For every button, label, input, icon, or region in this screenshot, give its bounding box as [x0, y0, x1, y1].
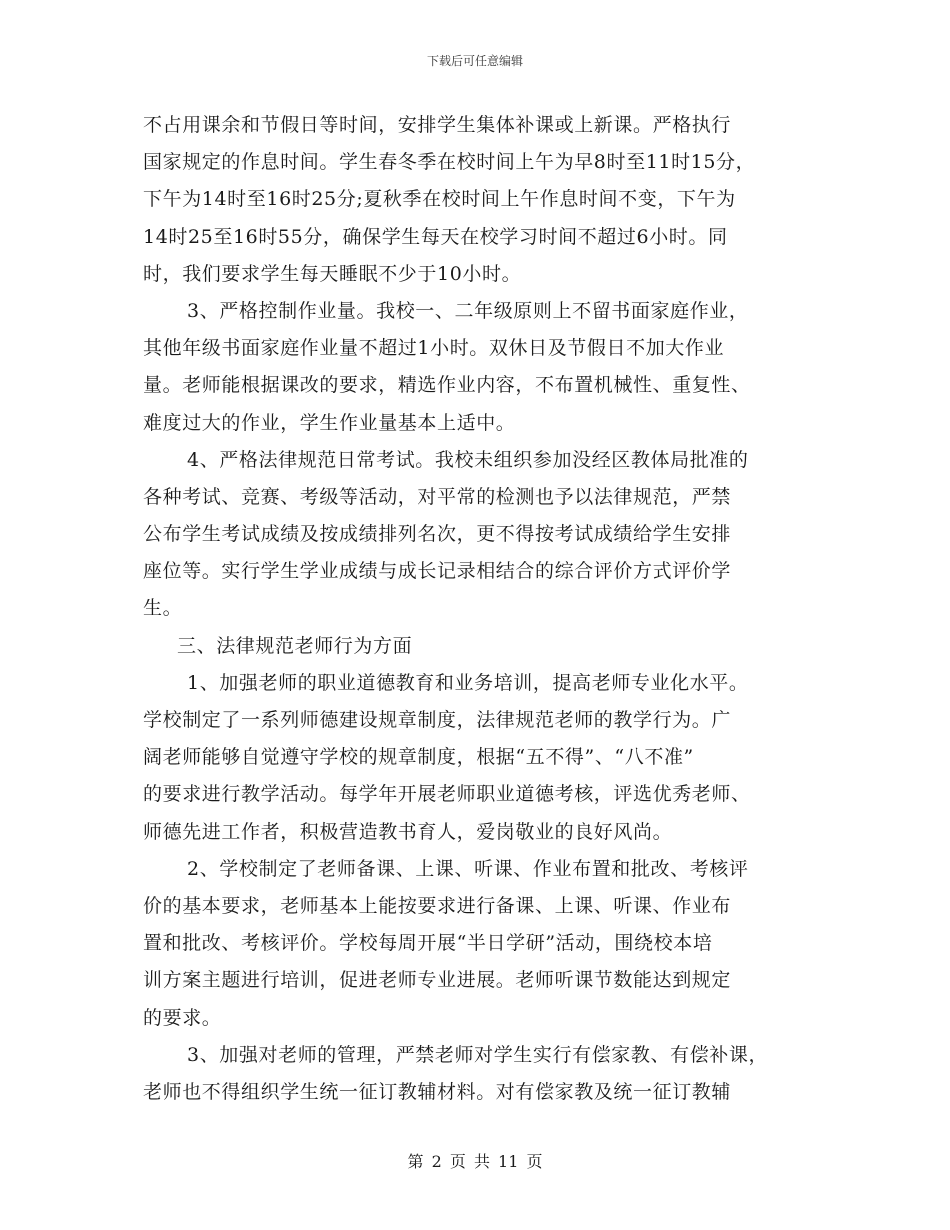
- text-line: 量。老师能根据课改的要求，精选作业内容，不布置机械性、重复性、: [143, 374, 751, 397]
- text-line: 不占用课余和节假日等时间，安排学生集体补课或上新课。严格执行: [143, 114, 732, 136]
- text-line: 时，我们要求学生每天睡眠不少于10小时。: [143, 262, 522, 285]
- page-header: 下载后可任意编辑: [426, 54, 523, 68]
- text-line: 价的基本要求，老师基本上能按要求进行备课、上课、听课、作业布: [143, 894, 732, 917]
- text-line: 阔老师能够自觉遵守学校的规章制度，根据“五不得”、“八不准”: [143, 746, 694, 769]
- text-line: 公布学生考试成绩及按成绩排列名次，更不得按考试成绩给学生安排: [143, 523, 732, 546]
- text-line: 下午为14时至16时25分;夏秋季在校时间上午作息时间不变，下午为: [143, 188, 736, 211]
- page-number: 第 2 页 共 11 页: [407, 1152, 543, 1171]
- text-line: 难度过大的作业，学生作业量基本上适中。: [143, 411, 516, 434]
- text-line: 国家规定的作息时间。学生春冬季在校时间上午为早8时至11时15分，: [143, 151, 756, 174]
- document-body: [143, 107, 813, 1111]
- text-line: 训方案主题进行培训，促进老师专业进展。老师听课节数能达到规定: [143, 969, 732, 992]
- text-line: 14时25至16时55分，确保学生每天在校学习时间不超过6小时。同: [143, 225, 728, 248]
- text-line: 2、学校制定了老师备课、上课、听课、作业布置和批改、考核评: [187, 857, 749, 880]
- section-heading: 三、法律规范老师行为方面: [177, 634, 413, 657]
- text-line: 3、严格控制作业量。我校一、二年级原则上不留书面家庭作业，: [187, 299, 749, 322]
- text-line: 1、加强老师的职业道德教育和业务培训，提高老师专业化水平。: [187, 671, 749, 694]
- text-line: 座位等。实行学生学业成绩与成长记录相结合的综合评价方式评价学: [143, 560, 732, 583]
- text-line: 的要求。: [143, 1006, 222, 1029]
- text-line: 置和批改、考核评价。学校每周开展“半日学研”活动，围绕校本培: [143, 932, 713, 955]
- text-line: 3、加强对老师的管理，严禁老师对学生实行有偿家教、有偿补课，: [187, 1043, 769, 1066]
- text-line: 的要求进行教学活动。每学年开展老师职业道德考核，评选优秀老师、: [143, 783, 751, 806]
- text-line: 生。: [143, 597, 183, 620]
- text-line: 老师也不得组织学生统一征订教辅材料。对有偿家教及统一征订教辅: [143, 1080, 732, 1103]
- text-line: 其他年级书面家庭作业量不超过1小时。双休日及节假日不加大作业: [143, 337, 725, 360]
- text-line: 各种考试、竞赛、考级等活动，对平常的检测也予以法律规范，严禁: [143, 485, 732, 508]
- text-line: 学校制定了一系列师德建设规章制度，法律规范老师的教学行为。广: [143, 709, 732, 731]
- text-line: 4、严格法律规范日常考试。我校未组织参加没经区教体局批准的: [187, 448, 749, 471]
- text-line: 师德先进工作者，积极营造教书育人，爱岗敬业的良好风尚。: [143, 820, 673, 843]
